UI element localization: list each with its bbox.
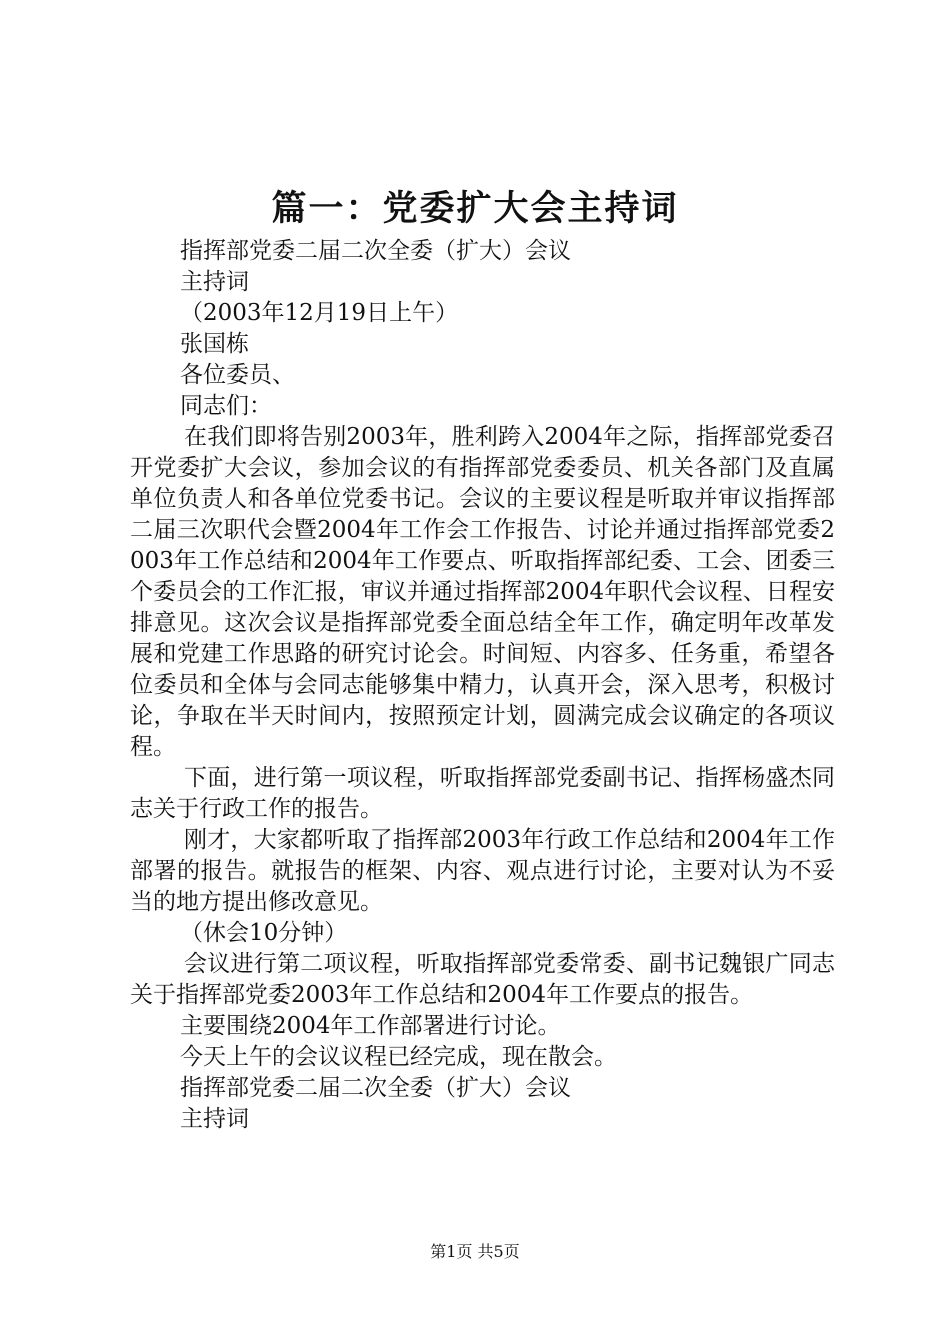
paragraph-discussion: 刚才，大家都听取了指挥部2003年行政工作总结和2004年工作部署的报告。就报告的框架、内容、观点进行讨论，主要对认为不妥当的地方提出修改意见。 <box>130 827 835 915</box>
salutation-comrades: 同志们： <box>180 393 272 419</box>
host-speech-label: 主持词 <box>180 269 249 295</box>
closing-line-adjourn: 今天上午的会议议程已经完成，现在散会。 <box>180 1044 617 1070</box>
document-title: 篇一：党委扩大会主持词 <box>271 188 679 229</box>
page-footer: 第1页 共5页 <box>430 1242 520 1261</box>
meeting-name-line: 指挥部党委二届二次全委（扩大）会议 <box>180 238 571 264</box>
closing-line-meeting-name: 指挥部党委二届二次全委（扩大）会议 <box>180 1075 571 1101</box>
salutation-members: 各位委员、 <box>180 362 295 388</box>
paragraph-opening: 在我们即将告别2003年，胜利跨入2004年之际，指挥部党委召开党委扩大会议，参加会议的有指挥部党委委员、机关各部门及直属单位负责人和各单位党委书记。会议的主要议程是听取并审议指挥部二届三次职代会暨2004年工作会工作报告、讨论并通过指挥部党委2003年工作总结和2004年工作要点、听取指挥部纪委、工会、团委三个委员会的工作汇报，审议并通过指挥部2004年职代会议程、日程安排意见。这次会议是指挥部党委全面总结全年工作，确定明年改革发展和党建工作思路的研究讨论会。时间短、内容多、任务重，希望各位委员和全体与会同志能够集中精力，认真开会，深入思考，积极讨论，争取在半天时间内，按照预定计划，圆满完成会议确定的各项议程。 <box>130 424 835 760</box>
document-body <box>130 236 835 1135</box>
paragraph-second-item: 会议进行第二项议程，听取指挥部党委常委、副书记魏银广同志关于指挥部党委2003年工作总结和2004年工作要点的报告。 <box>130 951 835 1008</box>
speaker-name: 张国栋 <box>180 331 249 357</box>
closing-line-discussion: 主要围绕2004年工作部署进行讨论。 <box>180 1013 561 1039</box>
meeting-date: （2003年12月19日上午） <box>180 300 459 326</box>
closing-line-host-speech: 主持词 <box>180 1106 249 1132</box>
break-note: （休会10分钟） <box>180 920 348 946</box>
paragraph-first-item: 下面，进行第一项议程，听取指挥部党委副书记、指挥杨盛杰同志关于行政工作的报告。 <box>130 765 835 822</box>
